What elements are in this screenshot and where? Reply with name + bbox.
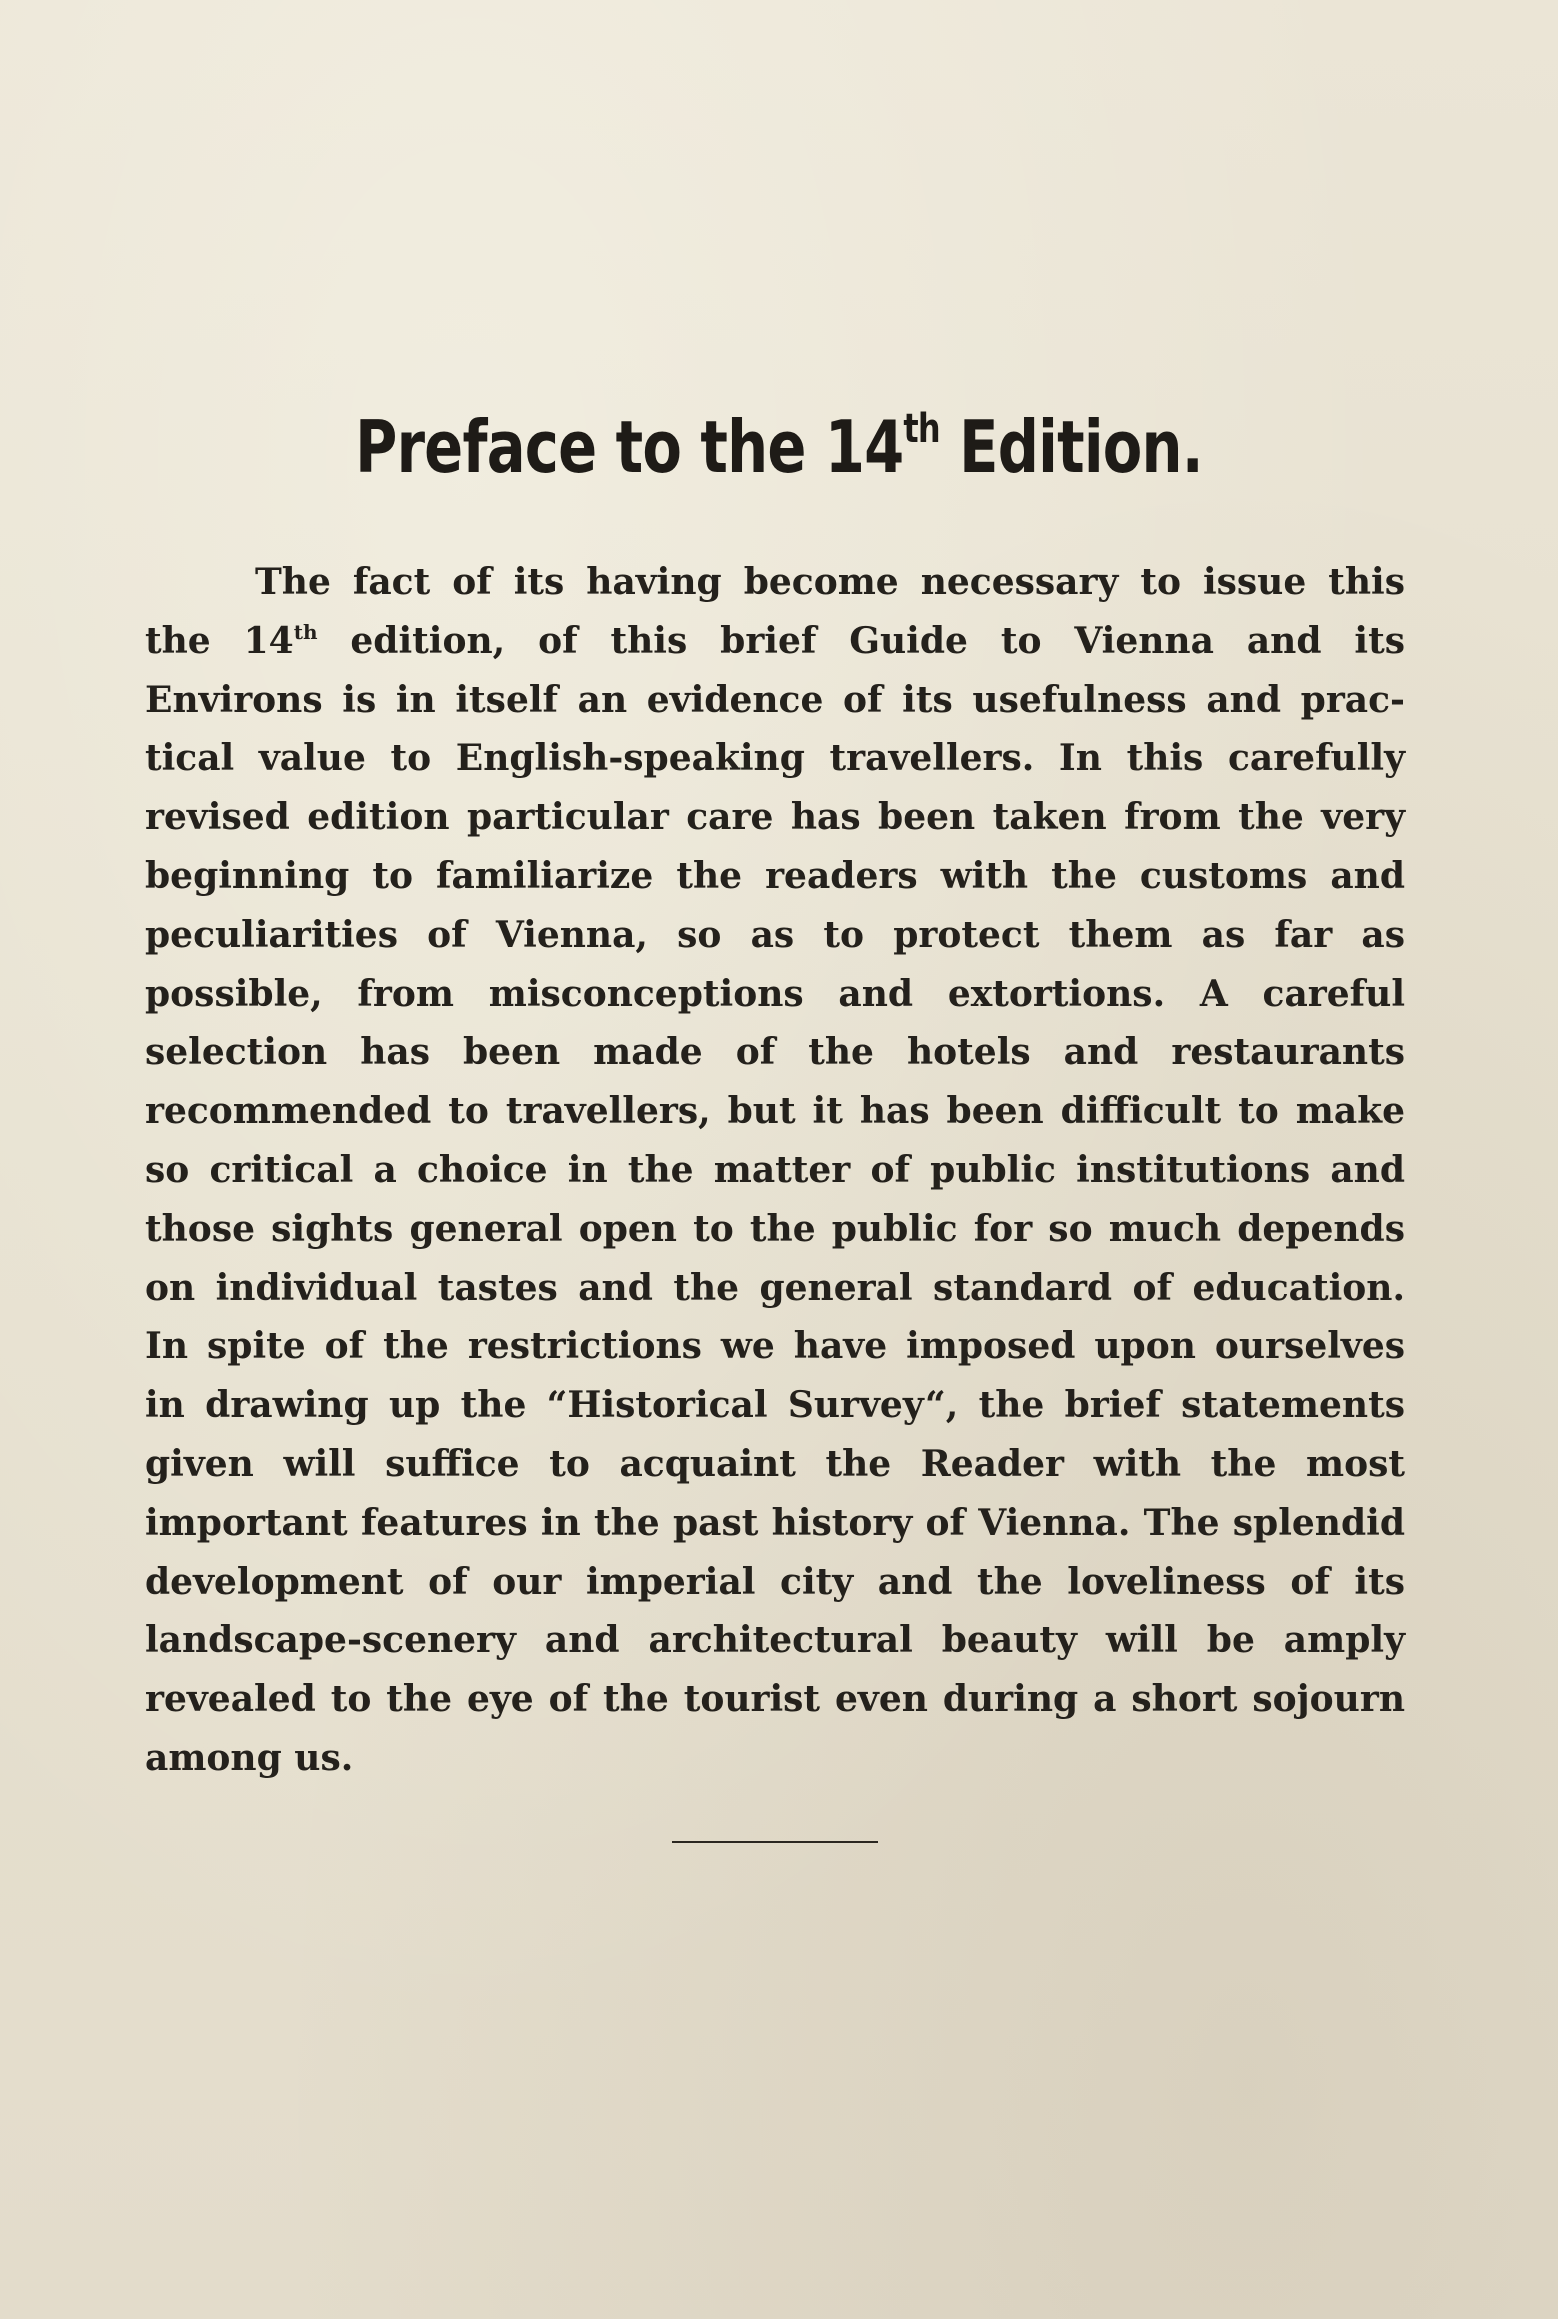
page-title — [156, 405, 1402, 489]
title-ordinal-suffix: th — [903, 406, 940, 452]
paragraph-line: beginning to familiarize the readers with the customs and — [145, 854, 1405, 897]
paragraph-line: those sights general open to the public for so much depends — [145, 1207, 1405, 1250]
preface-paragraph — [145, 553, 1405, 1788]
paragraph-line: In spite of the restrictions we have imposed upon ourselves — [145, 1325, 1405, 1368]
title-text: Preface to the 14 — [355, 405, 904, 489]
edition-ordinal-suffix: th — [293, 619, 318, 644]
paragraph-line: in drawing up the “Historical Survey“, the brief statements — [145, 1384, 1405, 1427]
paragraph-line: tical value to English-speaking travellers. In this carefully — [145, 737, 1405, 780]
paragraph-line: among us. — [145, 1736, 354, 1779]
paragraph-line: the 14th edition, of this brief Guide to Vienna and its — [145, 619, 1405, 662]
title-text-end: Edition. — [939, 405, 1203, 489]
paragraph-line: landscape-scenery and architectural beauty will be amply — [145, 1619, 1405, 1662]
paragraph-line: important features in the past history of Vienna. The splendid — [145, 1501, 1405, 1544]
paragraph-line: possible, from misconceptions and extortions. A careful — [145, 972, 1405, 1015]
paragraph-line: The fact of its having become necessary to issue this — [255, 561, 1405, 603]
paragraph-line: revealed to the eye of the tourist even during a short sojourn — [145, 1678, 1405, 1721]
paragraph-line: selection has been made of the hotels and restaurants — [145, 1031, 1405, 1074]
paragraph-line: revised edition particular care has been taken from the very — [145, 796, 1405, 839]
section-divider — [672, 1841, 878, 1843]
paragraph-line: given will suffice to acquaint the Reader with the most — [145, 1442, 1405, 1485]
paragraph-line: so critical a choice in the matter of public institutions and — [145, 1148, 1405, 1191]
paragraph-line: peculiarities of Vienna, so as to protect them as far as — [145, 913, 1405, 956]
paragraph-line: Environs is in itself an evidence of its usefulness and prac- — [145, 678, 1405, 721]
paragraph-line: recommended to travellers, but it has been difficult to make — [145, 1090, 1405, 1133]
paragraph-line: development of our imperial city and the loveliness of its — [145, 1560, 1405, 1603]
paragraph-line: on individual tastes and the general standard of education. — [145, 1266, 1405, 1309]
